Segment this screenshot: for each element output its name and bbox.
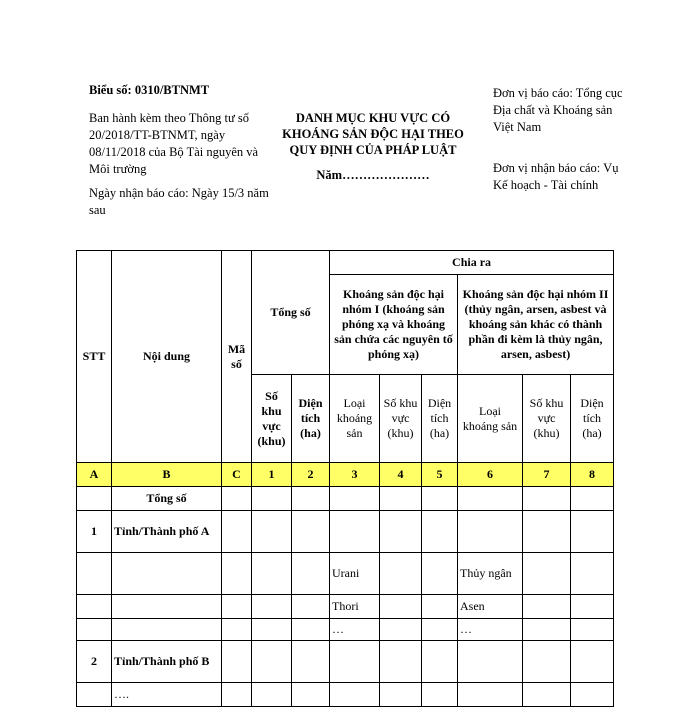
- report-table: [76, 250, 614, 707]
- header-area-g1: Diện tích (ha): [422, 375, 458, 463]
- row-mineral-g2: Asen: [458, 595, 523, 619]
- row-mineral-g1: Thori: [330, 595, 380, 619]
- header-mineral-type-g2: Loại khoáng sản: [458, 375, 523, 463]
- header-group1: Khoáng sản độc hại nhóm I (khoáng sản phóng xạ và khoáng sản chứa các nguyên tố phóng xạ): [330, 275, 458, 375]
- row-content: ….: [112, 683, 222, 707]
- header-group2: Khoáng sản độc hại nhóm II (thủy ngân, arsen, asbest và khoáng sản khác có thành phần đi kèm là thủy ngân, arsen, asbest): [458, 275, 614, 375]
- row-content: Tỉnh/Thành phố A: [112, 511, 222, 553]
- code-cell: B: [112, 463, 222, 487]
- row-content: Tỉnh/Thành phố B: [112, 641, 222, 683]
- code-cell: 7: [523, 463, 571, 487]
- receiving-unit: Đơn vị nhận báo cáo: Vụ Kế hoạch - Tài chính: [493, 161, 619, 192]
- issued-with-text: Ban hành kèm theo Thông tư số 20/2018/TT-BTNMT, ngày 08/11/2018 của Bộ Tài nguyên và Môi trường: [89, 111, 259, 176]
- code-cell: 4: [380, 463, 422, 487]
- row-stt: 2: [77, 641, 112, 683]
- row-mineral-g2: Thủy ngân: [458, 553, 523, 595]
- code-cell: 2: [292, 463, 330, 487]
- code-cell: 1: [252, 463, 292, 487]
- header-total: Tổng số: [252, 251, 330, 375]
- header-stt: STT: [77, 251, 112, 463]
- header-area-g2: Diện tích (ha): [571, 375, 614, 463]
- code-cell: 5: [422, 463, 458, 487]
- code-cell: 8: [571, 463, 614, 487]
- row-mineral-g1: Urani: [330, 553, 380, 595]
- report-year: Năm…………………: [316, 168, 430, 182]
- row-mineral-g2: …: [458, 619, 523, 641]
- code-cell: 6: [458, 463, 523, 487]
- header-mineral-type-g1: Loại khoáng sản: [330, 375, 380, 463]
- table-row: [77, 619, 614, 641]
- code-cell: 3: [330, 463, 380, 487]
- table-row: [77, 553, 614, 595]
- table-row: [77, 641, 614, 683]
- table-row: [77, 511, 614, 553]
- header-code: Mã số: [222, 251, 252, 463]
- header-content: Nội dung: [112, 251, 222, 463]
- form-code: Biểu số: 0310/BTNMT: [89, 83, 210, 97]
- total-row: [77, 487, 614, 511]
- header-num-areas-g1: Số khu vực (khu): [380, 375, 422, 463]
- header-breakdown: Chia ra: [330, 251, 614, 275]
- header-num-areas: Số khu vực (khu): [252, 375, 292, 463]
- report-title: DANH MỤC KHU VỰC CÓ KHOÁNG SẢN ĐỘC HẠI THEO QUY ĐỊNH CỦA PHÁP LUẬT: [282, 111, 464, 157]
- table-row: [77, 595, 614, 619]
- header-area: Diện tích (ha): [292, 375, 330, 463]
- row-stt: 1: [77, 511, 112, 553]
- header-num-areas-g2: Số khu vực (khu): [523, 375, 571, 463]
- table-row: [77, 683, 614, 707]
- total-label: Tổng số: [112, 487, 222, 511]
- row-mineral-g1: …: [330, 619, 380, 641]
- code-row: [77, 463, 614, 487]
- receive-date-text: Ngày nhận báo cáo: Ngày 15/3 năm sau: [89, 186, 269, 217]
- reporting-unit: Đơn vị báo cáo: Tổng cục Địa chất và Khoáng sản Việt Nam: [493, 86, 623, 134]
- code-cell: C: [222, 463, 252, 487]
- code-cell: A: [77, 463, 112, 487]
